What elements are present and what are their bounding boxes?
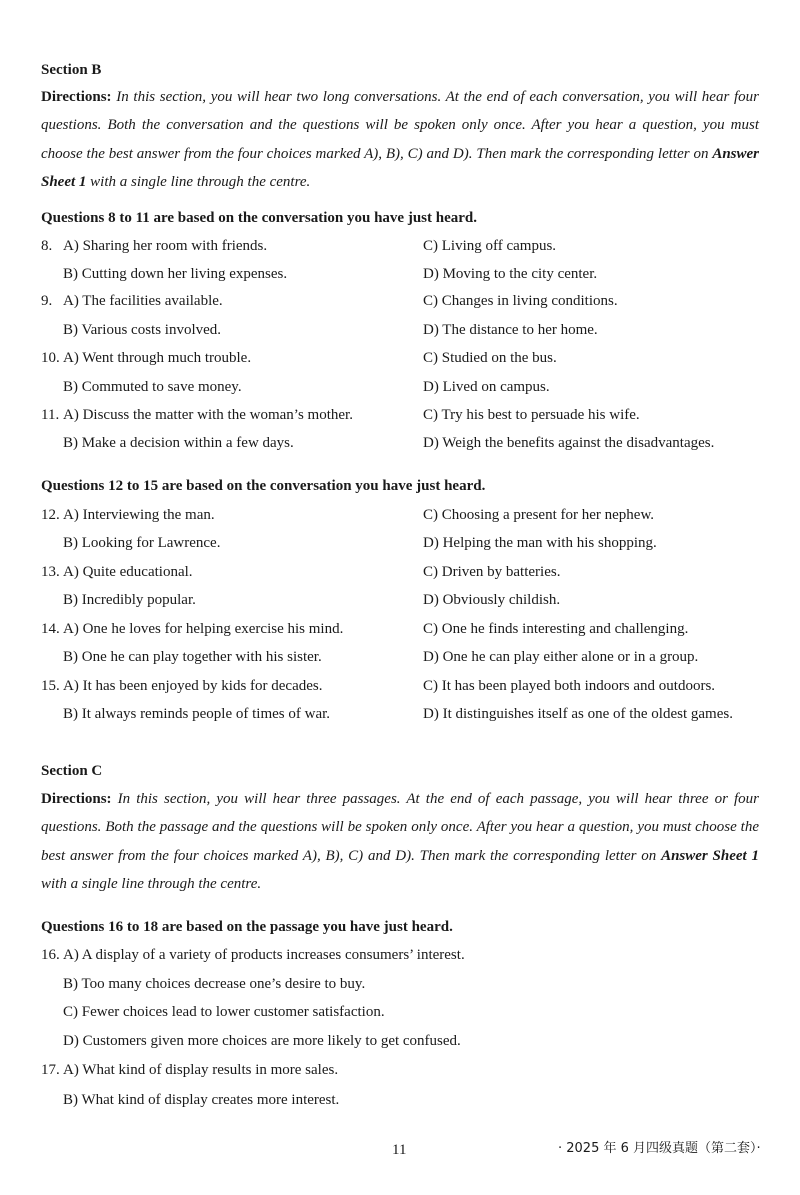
question-10-option-c: C) Studied on the bus. — [423, 350, 557, 366]
question-14-option-c: C) One he finds interesting and challenging. — [423, 621, 689, 637]
question-13-number: 13. — [41, 564, 60, 580]
question-13-option-d: D) Obviously childish. — [423, 592, 561, 608]
section-b-answer-sheet: Answer Sheet 1 — [41, 145, 759, 190]
question-16-option-c: C) Fewer choices lead to lower customer satisfaction. — [63, 1004, 385, 1020]
question-14-option-a: A) One he loves for helping exercise his mind. — [63, 621, 344, 637]
question-13-option-a: A) Quite educational. — [63, 564, 193, 580]
question-15-number: 15. — [41, 678, 60, 694]
section-b-directions-text-1: In this section, you will hear two long conversations. At the end of each conversation, you will hear four questions. Both the conversation and the questions will be spoken only once. After you hear a question, you must choose the best answer from the four choices marked A), B), C) and D). Then mark the corresponding letter on — [41, 89, 759, 162]
question-10-option-b: B) Commuted to save money. — [63, 379, 242, 395]
question-11-option-d: D) Weigh the benefits against the disadvantages. — [423, 435, 715, 451]
question-10-option-a: A) Went through much trouble. — [63, 350, 252, 366]
page-number: 11 — [392, 1142, 407, 1158]
question-16-option-a: A) A display of a variety of products increases consumers’ interest. — [63, 947, 465, 963]
question-15-option-a: A) It has been enjoyed by kids for decades. — [63, 678, 323, 694]
question-12-number: 12. — [41, 507, 60, 523]
question-16-option-b: B) Too many choices decrease one’s desire to buy. — [63, 976, 366, 992]
question-14-option-d: D) One he can play either alone or in a group. — [423, 649, 699, 665]
question-12-option-b: B) Looking for Lawrence. — [63, 535, 221, 551]
question-16-number: 16. — [41, 947, 60, 963]
question-11-option-c: C) Try his best to persuade his wife. — [423, 407, 640, 423]
question-17-option-a: A) What kind of display results in more sales. — [63, 1062, 339, 1078]
section-b-directions-text-2: with a single line through the centre. — [86, 173, 311, 190]
section-b-title: Section B — [41, 62, 102, 78]
questions-8-11-heading: Questions 8 to 11 are based on the conversation you have just heard. — [41, 210, 477, 226]
question-14-option-b: B) One he can play together with his sister. — [63, 649, 322, 665]
exam-label: · 2025 年 6 月四级真题（第二套）· — [558, 1141, 761, 1156]
question-10-option-d: D) Lived on campus. — [423, 379, 550, 395]
question-11-number: 11. — [41, 407, 60, 423]
question-12-option-c: C) Choosing a present for her nephew. — [423, 507, 655, 523]
question-8-option-b: B) Cutting down her living expenses. — [63, 266, 288, 282]
section-c-directions-text-2: with a single line through the centre. — [41, 875, 262, 892]
section-b-directions — [41, 83, 759, 196]
question-15-option-b: B) It always reminds people of times of war. — [63, 706, 331, 722]
section-c-directions-label: Directions: — [41, 791, 112, 807]
section-c-directions-text-1: In this section, you will hear three passages. At the end of each passage, you will hear three or four questions. Both the passage and the questions will be spoken only once. After you hear a question, you must choose the best answer from the four choices marked A), B), C) and D). Then mark the corresponding letter on — [41, 791, 759, 864]
question-10-number: 10. — [41, 350, 60, 366]
question-13-option-b: B) Incredibly popular. — [63, 592, 196, 608]
section-c-answer-sheet: Answer Sheet 1 — [661, 847, 759, 864]
question-14-number: 14. — [41, 621, 60, 637]
question-11-option-b: B) Make a decision within a few days. — [63, 435, 294, 451]
question-9-option-a: A) The facilities available. — [63, 293, 223, 309]
question-12-option-d: D) Helping the man with his shopping. — [423, 535, 657, 551]
question-11-option-a: A) Discuss the matter with the woman’s mother. — [63, 407, 353, 423]
question-13-option-c: C) Driven by batteries. — [423, 564, 561, 580]
question-16-option-d: D) Customers given more choices are more likely to get confused. — [63, 1033, 461, 1049]
questions-16-18-heading: Questions 16 to 18 are based on the passage you have just heard. — [41, 919, 453, 935]
question-8-number: 8. — [41, 238, 53, 254]
question-17-option-b: B) What kind of display creates more interest. — [63, 1092, 340, 1108]
question-9-option-b: B) Various costs involved. — [63, 322, 222, 338]
question-12-option-a: A) Interviewing the man. — [63, 507, 215, 523]
section-b-directions-label: Directions: — [41, 89, 112, 105]
question-8-option-c: C) Living off campus. — [423, 238, 557, 254]
question-9-option-d: D) The distance to her home. — [423, 322, 598, 338]
question-9-option-c: C) Changes in living conditions. — [423, 293, 618, 309]
questions-12-15-heading: Questions 12 to 15 are based on the conversation you have just heard. — [41, 478, 486, 494]
question-8-option-d: D) Moving to the city center. — [423, 266, 598, 282]
question-8-option-a: A) Sharing her room with friends. — [63, 238, 268, 254]
section-c-directions — [41, 785, 759, 898]
section-c-title: Section C — [41, 763, 103, 779]
question-15-option-d: D) It distinguishes itself as one of the oldest games. — [423, 706, 733, 722]
question-9-number: 9. — [41, 293, 53, 309]
question-15-option-c: C) It has been played both indoors and outdoors. — [423, 678, 716, 694]
question-17-number: 17. — [41, 1062, 60, 1078]
